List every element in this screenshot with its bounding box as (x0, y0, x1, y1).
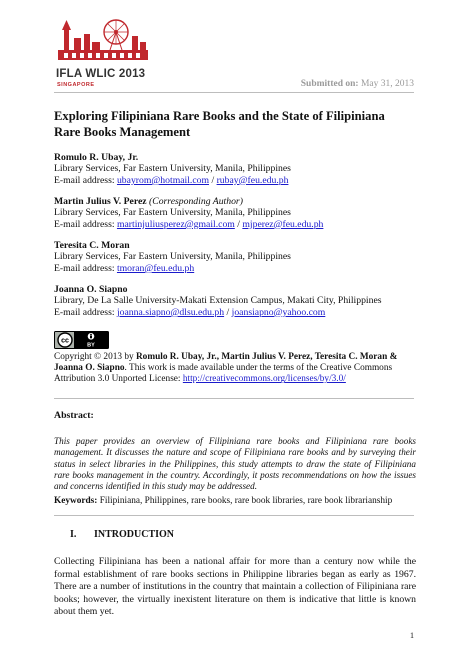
email-separator: / (209, 174, 217, 186)
author-affiliation: Library Services, Far Eastern University, Manila, Philippines (54, 207, 291, 219)
license-statement: . This work is made available under the terms of the Creative Commons Attribution 3.0 Unported License: (54, 363, 393, 385)
author-block (54, 240, 291, 274)
author-name: Joanna O. Siapno (54, 284, 128, 295)
ifla-logo (54, 16, 150, 94)
author-email-link[interactable]: tmoran@feu.edu.ph (116, 262, 195, 274)
section-heading (70, 529, 174, 540)
header-rule (54, 92, 414, 93)
abstract-bottom-rule (54, 515, 414, 516)
email-label: E-mail address: (54, 262, 115, 274)
keywords-text: Filipiniana, Philippines, rare books, rare book libraries, rare book librarianship (99, 496, 393, 506)
keywords-label: Keywords: (54, 496, 98, 506)
section-title: INTRODUCTION (94, 529, 175, 540)
submitted-label: Submitted on: (300, 79, 359, 89)
section-number: I. (70, 529, 77, 540)
author-email-link[interactable]: martinjuliusperez@gmail.com (116, 218, 235, 230)
author-affiliation: Library, De La Salle University-Makati Extension Campus, Makati City, Philippines (54, 295, 382, 307)
submitted-date: May 31, 2013 (360, 79, 414, 89)
email-separator: / (224, 306, 232, 318)
author-name: Martin Julius V. Perez (54, 196, 147, 207)
author-name: Teresita C. Moran (54, 240, 130, 251)
email-separator: / (234, 218, 243, 230)
copyright-prefix: Copyright © 2013 by (54, 352, 134, 362)
svg-text:cc: cc (61, 337, 69, 345)
abstract-heading: Abstract: (54, 410, 94, 421)
paper-title: Exploring Filipiniana Rare Books and the State of Filipiniana Rare Books Management (54, 109, 385, 139)
logo-subtitle: SINGAPORE (57, 82, 95, 88)
license-url-link[interactable]: http://creativecommons.org/licenses/by/3.0/ (182, 374, 346, 385)
section-body-text: Collecting Filipiniana has been a national affair for more than a century now while the formal establishment of rare books sections in Philippine libraries began as early as 1967. There are a number of institutions in the country that maintain a collection of Filipiniana rare books; however, the virtually inexistent literature on them is indicative that little is known about them yet. (54, 556, 416, 618)
svg-text:BY: BY (87, 342, 95, 349)
author-affiliation: Library Services, Far Eastern University, Manila, Philippines (54, 163, 291, 175)
author-email-link[interactable]: ubayrom@hotmail.com (116, 174, 210, 186)
author-block (54, 284, 382, 318)
cc-by-icon[interactable] (54, 331, 109, 349)
author-email-link[interactable]: joansiapno@yahoo.com (231, 306, 326, 318)
page-number: 1 (410, 631, 414, 640)
author-email-link[interactable]: joanna.siapno@dlsu.edu.ph (116, 306, 225, 318)
author-email-link[interactable]: rubay@feu.edu.ph (216, 174, 289, 186)
author-affiliation: Library Services, Far Eastern University, Manila, Philippines (54, 251, 291, 263)
abstract-top-rule (54, 398, 414, 399)
author-block (54, 152, 291, 186)
submitted-on (301, 79, 414, 89)
copyright-authors: Romulo R. Ubay, Jr., Martin Julius V. Perez, Teresita C. Moran & Joanna O. Siapno (54, 352, 398, 374)
logo-title: IFLA WLIC 2013 (56, 68, 146, 80)
license-text (54, 352, 416, 386)
abstract-text: This paper provides an overview of Filipiniana rare books and Filipiniana rare books management. It discusses the nature and scope of Filipiniana rare books and by surveying their status in select libraries in the Philippines, this study attempts to draw the state of Filipiniana rare books management in the country. Accordingly, it posts recommendations on how the issues and concerns identified in this study may be addressed. (54, 436, 416, 492)
email-label: E-mail address: (54, 218, 115, 230)
author-role: (Corresponding Author) (149, 196, 243, 207)
author-name: Romulo R. Ubay, Jr. (54, 152, 139, 163)
author-block (54, 196, 323, 230)
author-email-link[interactable]: mjperez@feu.edu.ph (242, 218, 324, 230)
email-label: E-mail address: (54, 306, 115, 318)
ifla-skyline-icon (54, 16, 150, 70)
keywords (54, 496, 416, 506)
email-label: E-mail address: (54, 174, 115, 186)
